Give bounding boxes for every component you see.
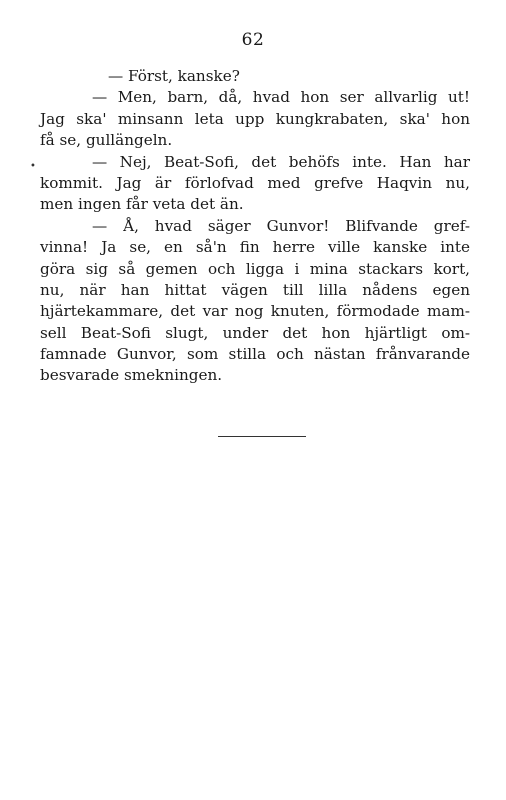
text-line: sell Beat-Sofi slugt, under det hon hjärtligt om-	[40, 323, 470, 342]
section-divider	[218, 436, 306, 437]
text-line: vinna! Ja se, en så'n fin herre ville kanske inte	[40, 238, 470, 257]
text-line: nu, när han hittat vägen till lilla nådens egen	[40, 280, 470, 299]
text-line: famnade Gunvor, som stilla och nästan frånvarande	[40, 345, 470, 364]
margin-mark: •	[30, 161, 36, 172]
text-line: Jag ska' minsann leta upp kungkrabaten, ska' hon	[40, 109, 470, 128]
text-line: men ingen får veta det än.	[40, 195, 244, 214]
page-number: 62	[241, 30, 265, 50]
text-line: — Å, hvad säger Gunvor! Blifvande gref-	[92, 216, 470, 235]
text-line: besvarade smekningen.	[40, 366, 223, 385]
body-text	[40, 66, 470, 387]
text-line: få se, gullängeln.	[40, 131, 173, 150]
text-line: hjärtekammare, det var nog knuten, förmodade mam-	[40, 302, 470, 321]
text-line: göra sig så gemen och ligga i mina stackars kort,	[40, 259, 470, 278]
text-line: — Nej, Beat-Sofi, det behöfs inte. Han har	[92, 152, 470, 171]
text-line: kommit. Jag är förlofvad med grefve Haqvin nu,	[40, 173, 470, 192]
text-line: — Först, kanske?	[108, 67, 240, 85]
text-line: — Men, barn, då, hvad hon ser allvarlig ut!	[92, 88, 470, 107]
